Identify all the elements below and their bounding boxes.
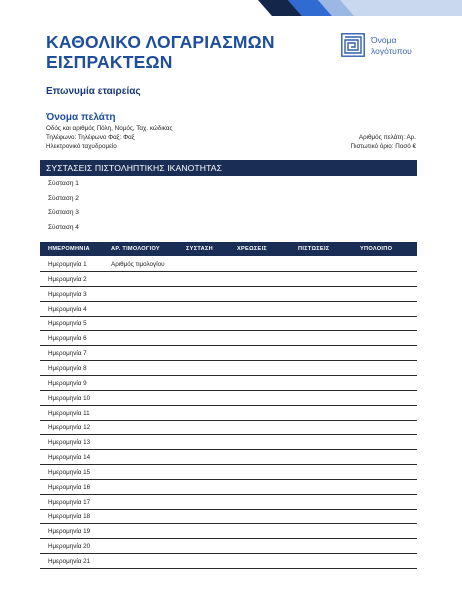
column-header-credits: ΠΙΣΤΩΣΕΙΣ (298, 246, 330, 252)
client-name: Όνομα πελάτη (46, 112, 116, 123)
table-row (40, 539, 417, 554)
table-row (40, 524, 417, 539)
table-row (40, 406, 417, 421)
column-header-balance: ΥΠΟΛΟΙΠΟ (360, 246, 393, 252)
row-date: Ημερομηνία 7 (48, 350, 87, 358)
table-row (40, 480, 417, 495)
row-date: Ημερομηνία 12 (48, 424, 91, 432)
table-row (40, 302, 417, 317)
row-date: Ημερομηνία 4 (48, 305, 87, 313)
recommendation-item: Σύσταση 2 (48, 195, 79, 202)
row-date: Ημερομηνία 14 (48, 454, 91, 462)
row-date: Ημερομηνία 15 (48, 468, 91, 476)
row-date: Ημερομηνία 1 (48, 261, 87, 268)
client-phone-fax: Τηλέφωνο: Τηλέφωνο Φαξ: Φαξ (46, 134, 135, 141)
table-row (40, 435, 417, 450)
recommendation-item: Σύσταση 3 (48, 209, 79, 216)
table-row (40, 450, 417, 465)
row-date: Ημερομηνία 20 (48, 543, 91, 551)
company-name: Επωνυμία εταιρείας (46, 86, 141, 97)
table-row (40, 331, 417, 346)
row-date: Ημερομηνία 3 (48, 290, 87, 298)
row-date: Ημερομηνία 18 (48, 513, 91, 521)
table-row (40, 420, 417, 435)
client-address: Οδός και αριθμός Πόλη, Νομός, Ταχ. κώδικας (46, 125, 173, 132)
table-row (40, 509, 417, 524)
table-row (40, 287, 417, 302)
column-header-description: ΣΥΣΤΑΣΗ (186, 246, 213, 252)
recommendation-item: Σύσταση 1 (48, 180, 79, 187)
row-date: Ημερομηνία 16 (48, 483, 91, 491)
ledger-table-header (40, 242, 417, 256)
row-date: Ημερομηνία 13 (48, 439, 91, 447)
client-account-number: Αριθμός πελάτη: Αρ. (358, 134, 416, 141)
row-date: Ημερομηνία 21 (48, 558, 91, 565)
row-date: Ημερομηνία 9 (48, 379, 87, 387)
row-date: Ημερομηνία 19 (48, 528, 91, 536)
column-header-date: ΗΜΕΡΟΜΗΝΙΑ (48, 246, 90, 252)
table-row (40, 495, 417, 510)
row-date: Ημερομηνία 6 (48, 335, 87, 343)
row-date: Ημερομηνία 10 (48, 394, 91, 402)
table-row (40, 316, 417, 331)
table-row (40, 361, 417, 376)
client-credit-limit: Πιστωτικό όριο: Ποσό € (350, 143, 416, 150)
row-date: Ημερομηνία 17 (48, 498, 91, 506)
table-row (40, 272, 417, 287)
client-email: Ηλεκτρονικό ταχυδρομείο (46, 143, 117, 150)
table-row (40, 554, 417, 569)
row-date: Ημερομηνία 8 (48, 364, 87, 372)
column-header-charges: ΧΡΕΩΣΕΙΣ (237, 246, 268, 252)
recommendation-item: Σύσταση 4 (48, 224, 79, 231)
row-date: Ημερομηνία 5 (48, 320, 87, 328)
table-row (40, 391, 417, 406)
credit-recommendations-heading (40, 160, 417, 176)
logo-maze-icon (341, 33, 365, 57)
row-invoice-number: Αριθμός τιμολογίου (111, 261, 165, 268)
logo-name: Όνομα λογότυπου (371, 35, 412, 56)
row-date: Ημερομηνία 2 (48, 275, 87, 283)
document-title: ΚΑΘΟΛΙΚΟ ΛΟΓΑΡΙΑΣΜΩΝ ΕΙΣΠΡΑΚΤΕΩΝ (46, 32, 275, 72)
table-row (40, 376, 417, 391)
table-row (40, 465, 417, 480)
row-date: Ημερομηνία 11 (48, 409, 90, 417)
section-heading-text: ΣΥΣΤΑΣΕΙΣ ΠΙΣΤΟΛΗΠΤΙΚΗΣ ΙΚΑΝΟΤΗΤΑΣ (46, 163, 223, 173)
column-header-invoice: ΑΡ. ΤΙΜΟΛΟΓΙΟΥ (111, 246, 160, 252)
table-row (40, 346, 417, 361)
header-decorative-band (0, 0, 462, 16)
table-row (40, 257, 417, 272)
